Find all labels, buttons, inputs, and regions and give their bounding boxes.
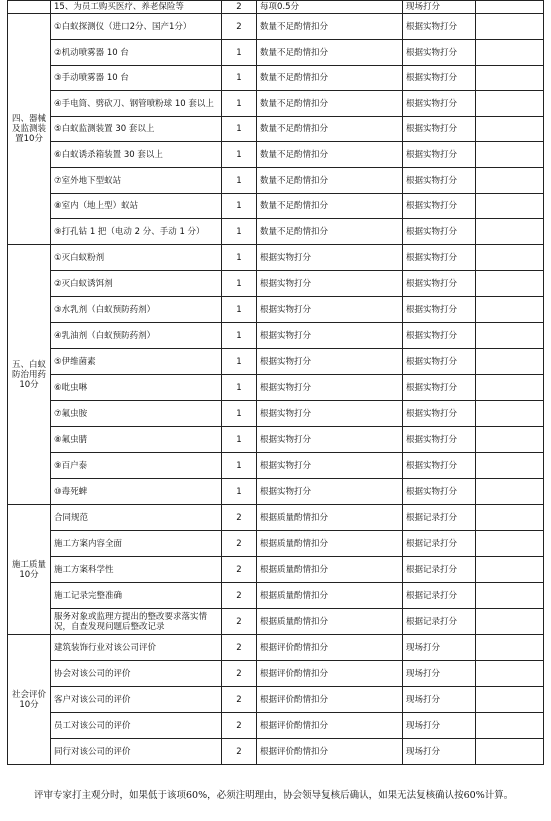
- item-cell: ⑧氟虫腈: [51, 427, 222, 453]
- item-cell: 员工对该公司的评价: [51, 713, 222, 739]
- method-cell: 根据记录打分: [403, 531, 476, 557]
- blank-score-cell[interactable]: [476, 245, 544, 271]
- category-cell: [8, 1, 51, 14]
- item-cell: ②灭白蚁诱饵剂: [51, 271, 222, 297]
- points-cell: 1: [222, 349, 257, 375]
- method-cell: 根据记录打分: [403, 583, 476, 609]
- blank-score-cell[interactable]: [476, 609, 544, 635]
- method-cell: 根据实物打分: [403, 66, 476, 91]
- table-row: [8, 142, 544, 168]
- table-row: [8, 1, 544, 14]
- item-cell: 施工方案科学性: [51, 557, 222, 583]
- scoring-rule-cell: 根据实物打分: [257, 401, 403, 427]
- scoring-rule-cell: 数量不足酌情扣分: [257, 142, 403, 168]
- table-row: [8, 479, 544, 505]
- method-cell: 根据实物打分: [403, 375, 476, 401]
- method-cell: 根据实物打分: [403, 168, 476, 194]
- points-cell: 2: [222, 1, 257, 14]
- points-cell: 1: [222, 479, 257, 505]
- scoring-rule-cell: 根据实物打分: [257, 479, 403, 505]
- blank-score-cell[interactable]: [476, 40, 544, 66]
- item-cell: ⑦氟虫胺: [51, 401, 222, 427]
- item-cell: 服务对象或监理方提出的整改要求落实情况，自查发现问题后整改记录: [51, 609, 222, 635]
- scoring-rule-cell: 根据实物打分: [257, 323, 403, 349]
- item-cell: ②机动喷雾器 10 台: [51, 40, 222, 66]
- scoring-rule-cell: 根据质量酌情扣分: [257, 505, 403, 531]
- scoring-rule-cell: 数量不足酌情扣分: [257, 66, 403, 91]
- points-cell: 1: [222, 375, 257, 401]
- method-cell: 现场打分: [403, 713, 476, 739]
- method-cell: 根据实物打分: [403, 349, 476, 375]
- scoring-rule-cell: 数量不足酌情扣分: [257, 91, 403, 117]
- scoring-rule-cell: 根据质量酌情扣分: [257, 557, 403, 583]
- method-cell: 根据实物打分: [403, 427, 476, 453]
- method-cell: 根据实物打分: [403, 479, 476, 505]
- blank-score-cell[interactable]: [476, 427, 544, 453]
- method-cell: 根据实物打分: [403, 91, 476, 117]
- points-cell: 1: [222, 401, 257, 427]
- points-cell: 2: [222, 661, 257, 687]
- scoring-rule-cell: 根据质量酌情扣分: [257, 583, 403, 609]
- item-cell: 同行对该公司的评价: [51, 739, 222, 765]
- points-cell: 1: [222, 323, 257, 349]
- points-cell: 1: [222, 453, 257, 479]
- blank-score-cell[interactable]: [476, 142, 544, 168]
- method-cell: 现场打分: [403, 687, 476, 713]
- method-cell: 根据记录打分: [403, 557, 476, 583]
- table-row: [8, 739, 544, 765]
- points-cell: 2: [222, 505, 257, 531]
- points-cell: 1: [222, 66, 257, 91]
- item-cell: ④手电筒、劈砍刀、钢管喷粉球 10 套以上: [51, 91, 222, 117]
- blank-score-cell[interactable]: [476, 661, 544, 687]
- table-row: [8, 194, 544, 219]
- points-cell: 1: [222, 168, 257, 194]
- scoring-rule-cell: 根据实物打分: [257, 271, 403, 297]
- table-row: [8, 40, 544, 66]
- item-cell: 施工方案内容全面: [51, 531, 222, 557]
- scoring-rule-cell: 根据实物打分: [257, 427, 403, 453]
- scoring-rule-cell: 数量不足酌情扣分: [257, 117, 403, 142]
- blank-score-cell[interactable]: [476, 168, 544, 194]
- table-row: [8, 375, 544, 401]
- category-cell: 四、器械及监测装置10分: [8, 14, 51, 245]
- item-cell: ①白蚁探测仪（进口2分、国产1分）: [51, 14, 222, 40]
- blank-score-cell[interactable]: [476, 271, 544, 297]
- points-cell: 2: [222, 531, 257, 557]
- scoring-rule-cell: 数量不足酌情扣分: [257, 194, 403, 219]
- method-cell: 根据实物打分: [403, 219, 476, 245]
- method-cell: 根据实物打分: [403, 323, 476, 349]
- table-row: [8, 635, 544, 661]
- method-cell: 根据实物打分: [403, 117, 476, 142]
- table-row: [8, 168, 544, 194]
- blank-score-cell[interactable]: [476, 14, 544, 40]
- method-cell: 根据记录打分: [403, 505, 476, 531]
- scoring-rule-cell: 根据实物打分: [257, 349, 403, 375]
- method-cell: 根据实物打分: [403, 142, 476, 168]
- item-cell: 施工记录完整准确: [51, 583, 222, 609]
- category-cell: 五、白蚁防治用药10分: [8, 245, 51, 505]
- table-row: [8, 427, 544, 453]
- points-cell: 1: [222, 91, 257, 117]
- scoring-rule-cell: 根据评价酌情扣分: [257, 687, 403, 713]
- blank-score-cell[interactable]: [476, 117, 544, 142]
- table-row: [8, 323, 544, 349]
- footnote: 评审专家打主观分时，如果低于该项60%，必须注明理由，协会领导复核后确认，如果无法复核确认按60%计算。: [34, 790, 514, 801]
- points-cell: 1: [222, 142, 257, 168]
- blank-score-cell[interactable]: [476, 453, 544, 479]
- method-cell: 现场打分: [403, 635, 476, 661]
- points-cell: 1: [222, 219, 257, 245]
- points-cell: 2: [222, 609, 257, 635]
- table-row: [8, 271, 544, 297]
- blank-score-cell[interactable]: [476, 401, 544, 427]
- table-row: [8, 14, 544, 40]
- scoring-rule-cell: 根据评价酌情扣分: [257, 661, 403, 687]
- points-cell: 2: [222, 583, 257, 609]
- item-cell: 客户对该公司的评价: [51, 687, 222, 713]
- scoring-rule-cell: 根据实物打分: [257, 245, 403, 271]
- points-cell: 1: [222, 40, 257, 66]
- item-cell: ④乳油剂（白蚁预防药剂）: [51, 323, 222, 349]
- method-cell: 根据实物打分: [403, 245, 476, 271]
- blank-score-cell[interactable]: [476, 297, 544, 323]
- blank-score-cell[interactable]: [476, 635, 544, 661]
- item-cell: ①灭白蚁粉剂: [51, 245, 222, 271]
- points-cell: 2: [222, 739, 257, 765]
- method-cell: 根据记录打分: [403, 609, 476, 635]
- blank-score-cell[interactable]: [476, 194, 544, 219]
- scoring-rule-cell: 数量不足酌情扣分: [257, 219, 403, 245]
- scoring-rule-cell: 根据质量酌情扣分: [257, 609, 403, 635]
- scoring-rule-cell: 根据实物打分: [257, 297, 403, 323]
- scoring-rule-cell: 根据评价酌情扣分: [257, 739, 403, 765]
- item-cell: ⑥白蚁诱杀箱装置 30 套以上: [51, 142, 222, 168]
- table-row: [8, 401, 544, 427]
- blank-score-cell[interactable]: [476, 505, 544, 531]
- item-cell: ⑦室外地下型蚁站: [51, 168, 222, 194]
- table-row: [8, 245, 544, 271]
- scoring-rule-cell: 根据质量酌情扣分: [257, 531, 403, 557]
- points-cell: 1: [222, 271, 257, 297]
- blank-score-cell[interactable]: [476, 375, 544, 401]
- blank-score-cell[interactable]: [476, 219, 544, 245]
- item-cell: 建筑装饰行业对该公司评价: [51, 635, 222, 661]
- item-cell: ⑨打孔钻 1 把（电动 2 分、手动 1 分）: [51, 219, 222, 245]
- item-cell: 合同规范: [51, 505, 222, 531]
- points-cell: 2: [222, 713, 257, 739]
- method-cell: 现场打分: [403, 739, 476, 765]
- item-cell: 协会对该公司的评价: [51, 661, 222, 687]
- table-row: [8, 66, 544, 91]
- points-cell: 1: [222, 194, 257, 219]
- points-cell: 2: [222, 687, 257, 713]
- method-cell: 现场打分: [403, 1, 476, 14]
- table-row: [8, 557, 544, 583]
- points-cell: 1: [222, 297, 257, 323]
- points-cell: 2: [222, 635, 257, 661]
- item-cell: ⑧室内（地上型）蚁站: [51, 194, 222, 219]
- item-cell: ⑤白蚁监测装置 30 套以上: [51, 117, 222, 142]
- table-row: [8, 661, 544, 687]
- scoring-rule-cell: 数量不足酌情扣分: [257, 168, 403, 194]
- table-row: [8, 687, 544, 713]
- item-cell: ⑩毒死蜱: [51, 479, 222, 505]
- points-cell: 1: [222, 245, 257, 271]
- table-row: [8, 349, 544, 375]
- item-cell: ③手动喷雾器 10 台: [51, 66, 222, 91]
- table-row: [8, 117, 544, 142]
- item-cell: ③水乳剂（白蚁预防药剂）: [51, 297, 222, 323]
- table-row: [8, 531, 544, 557]
- blank-score-cell[interactable]: [476, 323, 544, 349]
- method-cell: 根据实物打分: [403, 14, 476, 40]
- scoring-table: [7, 0, 544, 765]
- points-cell: 2: [222, 557, 257, 583]
- blank-score-cell[interactable]: [476, 531, 544, 557]
- scoring-rule-cell: 根据评价酌情扣分: [257, 713, 403, 739]
- item-cell: ⑨百户泰: [51, 453, 222, 479]
- blank-score-cell[interactable]: [476, 91, 544, 117]
- table-row: [8, 453, 544, 479]
- blank-score-cell[interactable]: [476, 713, 544, 739]
- method-cell: 现场打分: [403, 661, 476, 687]
- method-cell: 根据实物打分: [403, 453, 476, 479]
- blank-score-cell[interactable]: [476, 687, 544, 713]
- scoring-rule-cell: 根据评价酌情扣分: [257, 635, 403, 661]
- table-row: [8, 583, 544, 609]
- blank-score-cell[interactable]: [476, 583, 544, 609]
- scoring-rule-cell: 数量不足酌情扣分: [257, 40, 403, 66]
- scoring-rule-cell: 数量不足酌情扣分: [257, 14, 403, 40]
- method-cell: 根据实物打分: [403, 401, 476, 427]
- table-row: [8, 297, 544, 323]
- blank-score-cell[interactable]: [476, 479, 544, 505]
- table-row: [8, 219, 544, 245]
- blank-score-cell[interactable]: [476, 557, 544, 583]
- points-cell: 1: [222, 427, 257, 453]
- method-cell: 根据实物打分: [403, 271, 476, 297]
- scoring-rule-cell: 根据实物打分: [257, 453, 403, 479]
- method-cell: 根据实物打分: [403, 297, 476, 323]
- blank-score-cell[interactable]: [476, 739, 544, 765]
- item-cell: ⑥吡虫啉: [51, 375, 222, 401]
- item-cell: 15、为员工购买医疗、养老保险等: [51, 1, 222, 14]
- points-cell: 1: [222, 117, 257, 142]
- blank-score-cell[interactable]: [476, 1, 544, 14]
- category-cell: 施工质量 10分: [8, 505, 51, 635]
- scoring-rule-cell: 根据实物打分: [257, 375, 403, 401]
- table-row: [8, 713, 544, 739]
- method-cell: 根据实物打分: [403, 194, 476, 219]
- blank-score-cell[interactable]: [476, 66, 544, 91]
- points-cell: 2: [222, 14, 257, 40]
- scoring-rule-cell: 每项0.5分: [257, 1, 403, 14]
- method-cell: 根据实物打分: [403, 40, 476, 66]
- category-cell: 社会评价 10分: [8, 635, 51, 765]
- item-cell: ⑤伊维菌素: [51, 349, 222, 375]
- table-row: [8, 91, 544, 117]
- blank-score-cell[interactable]: [476, 349, 544, 375]
- table-row: [8, 505, 544, 531]
- table-row: [8, 609, 544, 635]
